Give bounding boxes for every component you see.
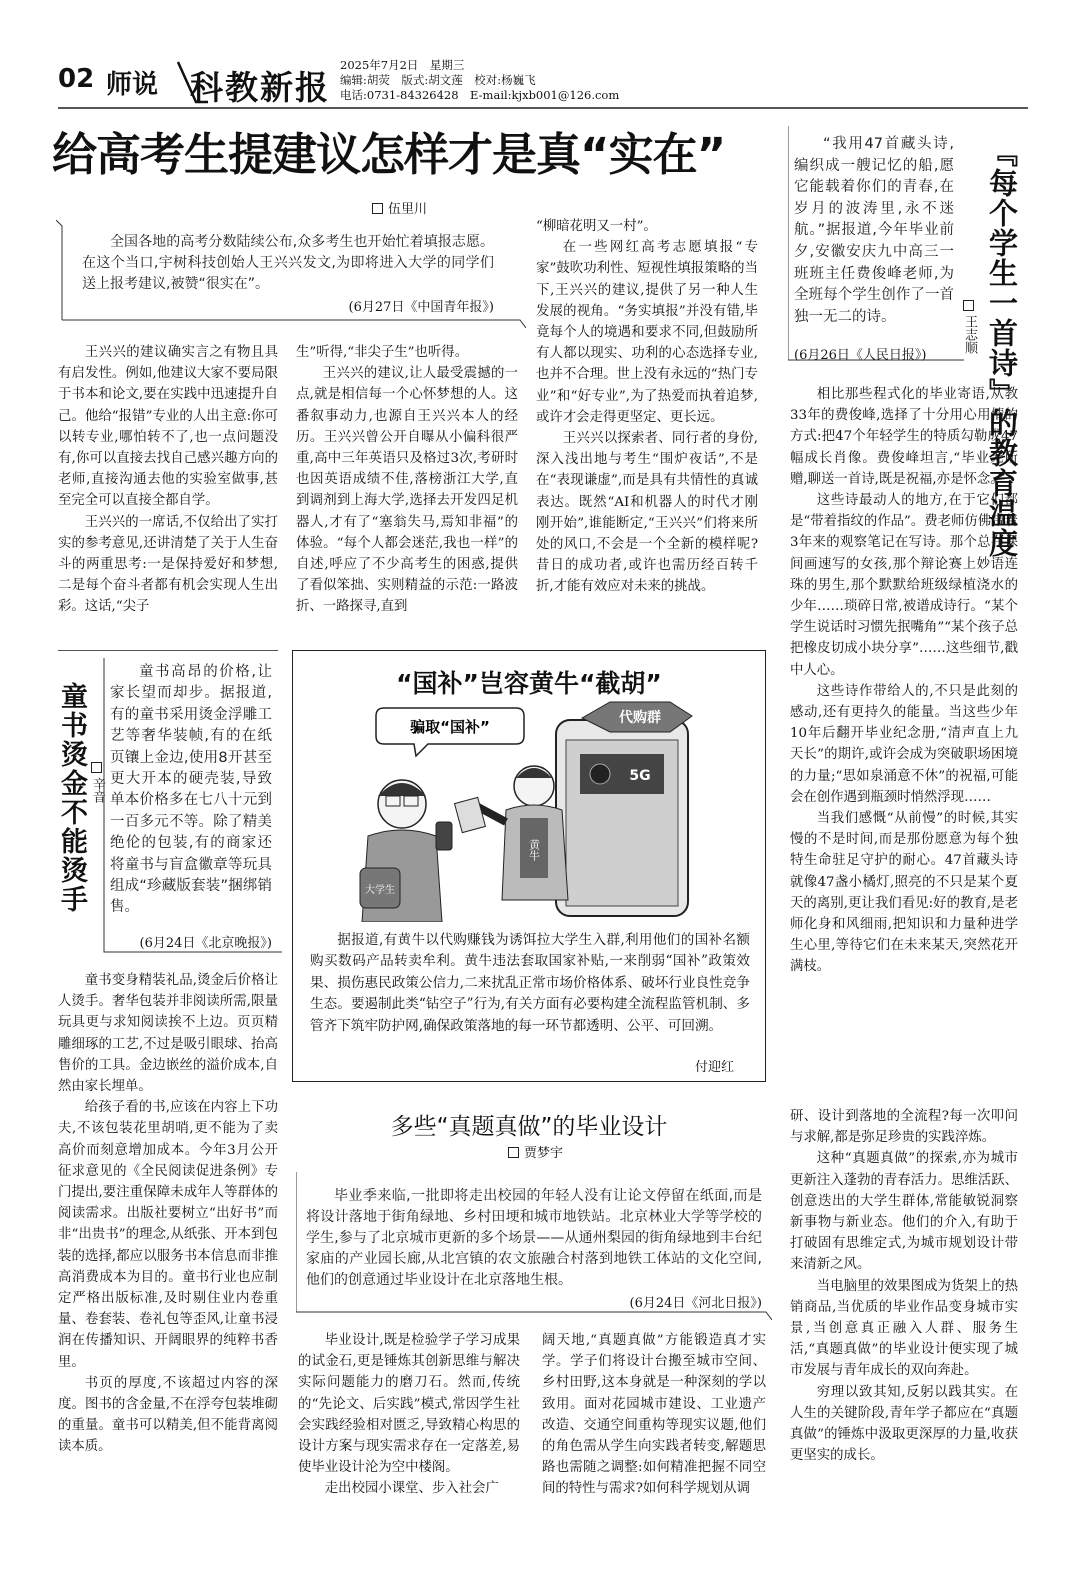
lead-frame-a5 [296, 1172, 772, 1320]
paragraph: 王兴兴的一席话,不仅给出了实打实的参考意见,还讲清楚了关于人生奋斗的两重思考:一是保持爱好和梦想,二是每个奋斗者都有机会实现人生出彩。这话,“尖子 [58, 514, 278, 615]
author-a2: 王志顺 [962, 315, 977, 354]
lead-frame-a2 [788, 126, 964, 366]
paragraph: 穷理以致其知,反躬以践其实。在人生的关键阶段,青年学子都应在“真题真做”的锤炼中汲取更深厚的力量,收获更坚实的成长。 [790, 1384, 1018, 1464]
sign-text: 代购群 [619, 710, 661, 726]
headline-a4: “国补”岂容黄牛“截胡” [396, 669, 662, 698]
paragraph: 书页的厚度,不该超过内容的深度。图书的含金量,不在浮夸包装堆砌的重量。童书可以精美,但不能背离阅读本质。 [58, 1375, 278, 1455]
paragraph: 走出校园小课堂、步入社会广 [324, 1481, 499, 1497]
scalper-label: 黄牛 [527, 839, 541, 861]
student-bag-label: 大学生 [365, 885, 395, 896]
paragraph: 这种“真题真做”的探索,亦为城市更新注入蓬勃的青春活力。思维活跃、创意迭出的大学生群体,常能敏锐洞察新事物与新业态。他们的介入,有助于打破固有思维定式,为城市规划设计带来清新之风。 [790, 1151, 1018, 1273]
caption-bubble [376, 708, 524, 756]
header-rule [58, 107, 1028, 109]
paragraph: 阔天地,“真题真做”方能锻造真才实学。学子们将设计台搬至城市空间、乡村田野,这本身就是一种深刻的学以致用。面对花园城市建设、工业遗产改造、交通空间重构等现实议题,他们的角色需从学生向实践者转变,解题思路也需随之调整:如何精准把握不同空间的特性与需求?如何科学规划从调 [542, 1333, 766, 1497]
a1-col-2 [296, 342, 518, 618]
header-contact: 电话:0731-84326428 E-mail:kjxb001@126.com [340, 88, 620, 102]
paragraph: 相比那些程式化的毕业寄语,从教33年的费俊峰,选择了十分用心用情的方式:把47个年轻学生的特质勾勒成47幅成长肖像。费俊峰坦言,“毕业无所赠,聊送一首诗,既是祝福,亦是怀念。” [790, 387, 1018, 487]
paragraph: 王兴兴以探索者、同行者的身份,深入浅出地与考生“围炉夜话”,不是在“表现谦虚”,而是具有共情性的真诚表达。既然“AI和机器人的时代才刚刚开始”,谁能断定,“王兴兴”们将来所处的风口,不会是一个全新的模样呢?昔日的成功者,或许也需历经百转千折,才能有效应对未来的挑战。 [536, 431, 758, 595]
lead-text-a1: 全国各地的高考分数陆续公布,众多考生也开始忙着填报志愿。在这个当口,宇树科技创始人王兴兴发文,为即将进入大学的同学们送上报考建议,被赞“很实在”。 [82, 234, 494, 292]
lead-text-a2: “我用47首藏头诗,编织成一艘记忆的船,愿它能载着你们的青春,在岁月的波涛里,永不迷航。”据报道,今年毕业前夕,安徽安庆九中高三一班班主任费俊峰老师,为全班每个学生创作了一首独一无二的诗。 [794, 136, 954, 325]
headline-a2: 『每个学生一首诗』的教育温度 [985, 138, 1019, 558]
a4-text [310, 930, 750, 1037]
paragraph: 童书变身精装礼品,烫金后价格让人烫手。奢华包装并非阅读所需,限量玩具更与求知阅读挨不上边。页页精雕细琢的工艺,不过是吸引眼球、抬高售价的工具。金边嵌丝的溢价成本,自然由家长埋单。 [58, 973, 278, 1095]
paragraph: 给孩子看的书,应该在内容上下功夫,不该包装花里胡哨,更不能为了卖高价而刻意增加成本。今年3月公开征求意见的《全民阅读促进条例》专门提出,要注重保障未成年人等群体的阅读需求。出版社要树立“出好书”而非“出贵书”的理念,从纸张、开本到包装的选择,都应以服务书本信息而非推高消费成本为目的。童书行业也应制定严格出版标准,及时剔住业内卷重量、卷套装、卷礼包等歪风,让童书浸润在传播知识、开阔眼界的纯粹书香里。 [58, 1100, 278, 1370]
source-a2: (6月26日《人民日报》) [794, 348, 927, 363]
a5-col-2 [542, 1330, 766, 1500]
caption-text: 骗取“国补” [410, 718, 490, 736]
page-header [58, 58, 1028, 110]
a4-author: 付迎红 [694, 1060, 734, 1075]
phone-graphic [556, 702, 692, 916]
paragraph: “柳暗花明又一村”。 [536, 219, 657, 234]
author-a1: 伍里川 [388, 202, 428, 217]
paragraph: 研、设计到落地的全流程?每一次叩问与求解,都是弥足珍贵的实践淬炼。 [790, 1109, 1018, 1146]
lead-text-a5: 毕业季来临,一批即将走出校园的年轻人没有让论文停留在纸面,而是将设计落地于街角绿地、乡村田埂和城市地铁站。北京林业大学等学校的学生,参与了北京城市更新的多个场景——从通州梨园的街角绿地到丰台纪家庙的产业园长廊,从北宫镇的农文旅融合村落到地铁工体站的文化空间,他们的创意通过毕业设计在北京落地生根。 [306, 1188, 762, 1288]
box-icon [508, 1147, 519, 1158]
headline-a3: 童书烫金不能烫手 [56, 682, 87, 914]
phone-5g-text: 5G [629, 768, 651, 784]
box-icon [963, 300, 974, 311]
paragraph: 据报道,有黄牛以代购赚钱为诱饵拉大学生入群,利用他们的国补名额购买数码产品转卖牟利。黄牛违法套取国家补贴,一来削弱“国补”政策效果、损伤惠民政策公信力,二来扰乱正常市场价格体系、破坏行业良性竞争生态。要遏制此类“钻空子”行为,有关方面有必要构建全流程监管机制、多管齐下筑牢防护网,确保政策落地的每一环节都透明、公平、可回溯。 [310, 932, 750, 1034]
author-a5: 贾梦宇 [524, 1146, 564, 1161]
headline-a5: 多些“真题真做”的毕业设计 [390, 1114, 668, 1140]
headline-a1: 给高考生提建议怎样才是真“实在” [52, 128, 726, 181]
paragraph: 这些诗最动人的地方,在于它们都是“带着指纹的作品”。费老师仿佛带着3年来的观察笔记在写诗。那个总在课间画速写的女孩,那个辩论赛上妙语连珠的男生,那个默默给班级绿植浇水的少年……琐碎日常,被谱成诗行。“某个学生说话时习惯先抿嘴角”“某个孩子总把橡皮切成小块分享”……这些细节,戳中人心。 [790, 493, 1018, 678]
money-note [455, 797, 486, 832]
a3-top-rule [58, 650, 278, 651]
paragraph: 王兴兴的建议,让人最受震撼的一点,就是相信每一个心怀梦想的人。这番叙事动力,也源自王兴兴本人的经历。王兴兴曾公开自曝从小偏科很严重,高中三年英语只及格过3次,考研时也因英语成绩不佳,落榜浙江大学,直到调剂到上海大学,选择去开发四足机器人,才有了“塞翁失马,焉知非福”的体验。“每个人都会迷茫,我也一样”的自述,呼应了不少高考生的困惑,提供了看似笨拙、实则精益的示范:一路波折、一路探寻,直到 [296, 366, 518, 615]
paragraph: 在一些网红高考志愿填报“专家”鼓吹功利性、短视性填报策略的当下,王兴兴的建议,提供了另一种人生发展的视角。“务实填报”并没有错,毕竟每个人的境遇和要求不同,但鼓励所有人都以现实、功利的心态选择专业,也并不合理。世上没有永远的“热门专业”和“好专业”,为了热爱而执着追梦,或许才会走得更坚定、更长远。 [536, 240, 758, 425]
paper-name: 科教新报 [190, 68, 330, 107]
lead-frame-a1 [56, 220, 526, 328]
scalper-figure [455, 766, 568, 900]
source-a1: (6月27日《中国青年报》) [348, 300, 494, 315]
header-editors: 编辑:胡荧 版式:胡文莲 校对:杨巍飞 [340, 73, 536, 87]
box-icon [372, 203, 383, 214]
byline-a5 [508, 1142, 563, 1161]
paragraph: 这些诗作带给人的,不只是此刻的感动,还有更持久的能量。当这些少年10年后翻开毕业纪念册,“清声直上九天长”的期许,或许会成为突破职场困境的力量;“思如泉涌意不休”的祝福,可能会在创作遇到瓶颈时悄然浮现…… [790, 683, 1018, 805]
source-a5: (6月24日《河北日报》) [629, 1296, 762, 1311]
lead-text-a3: 童书高昂的价格,让家长望而却步。据报道,有的童书采用烫金浮雕工艺等奢华装帧,有的在纸页镶上金边,使用8开甚至更大开本的硬壳装,导致单本价格多在七八十元到一百多元不等。除了精美绝伦的包装,有的商家还将童书与盲盒徽章等玩具组成“珍藏版套装”捆绑销售。 [110, 664, 272, 916]
author-a3: 辛音 [90, 777, 105, 803]
header-date: 2025年7月2日 星期三 [340, 58, 465, 72]
a1-col-3 [536, 216, 758, 598]
paragraph: 生”听得,“非尖子生”也听得。 [296, 345, 469, 360]
paragraph: 毕业设计,既是检验学子学习成果的试金石,更是锤炼其创新思维与解决实际问题能力的磨刀石。然而,传统的“先论文、后实践”模式,常因学生社会实践经验相对匮乏,导致精心构思的设计方案与现实需求存在一定落差,易使毕业设计沦为空中楼阁。 [298, 1333, 520, 1476]
student-figure [360, 780, 452, 922]
cartoon-illustration [310, 700, 750, 922]
a5-col-3 [790, 1106, 1018, 1466]
section-name: 师说 [106, 70, 159, 100]
lead-frame-a3 [100, 658, 282, 958]
page-number: 02 [58, 64, 95, 94]
paragraph: 王兴兴的建议确实言之有物且具有启发性。例如,他建议大家不要局限于书本和论文,要在实践中迅速提升自己。他给“报错”专业的人出主意:你可以转专业,哪怕转不了,也一点问题没有,你可以直接去找自己感兴趣方向的老师,直接沟通去他的实验室做事,甚至完全可以直接全都自学。 [58, 345, 278, 509]
paragraph: 当我们感慨“从前慢”的时候,其实慢的不是时间,而是那份愿意为每个独特生命驻足守护的耐心。47首藏头诗就像47盏小橘灯,照亮的不只是某个夏天的离别,更让我们看见:好的教育,是老师化身和风细雨,把知识和力量种进学生心里,等待它们在未来某天,突然花开满枝。 [790, 811, 1018, 975]
camera-icon [590, 764, 610, 784]
byline-a1 [372, 198, 427, 217]
a3-col-1 [58, 970, 278, 1458]
a2-col-1 [790, 384, 1018, 978]
byline-a2 [960, 300, 979, 354]
paragraph: 当电脑里的效果图成为货架上的热销商品,当优质的毕业作品变身城市实景,当创意真正融入人群、服务生活,“真题真做”的毕业设计便实现了城市发展与青年成长的双向奔赴。 [790, 1278, 1018, 1379]
source-a3: (6月24日《北京晚报》) [139, 936, 272, 951]
student-phone [436, 822, 452, 850]
a1-col-1 [58, 342, 278, 618]
a5-col-1 [298, 1330, 520, 1500]
